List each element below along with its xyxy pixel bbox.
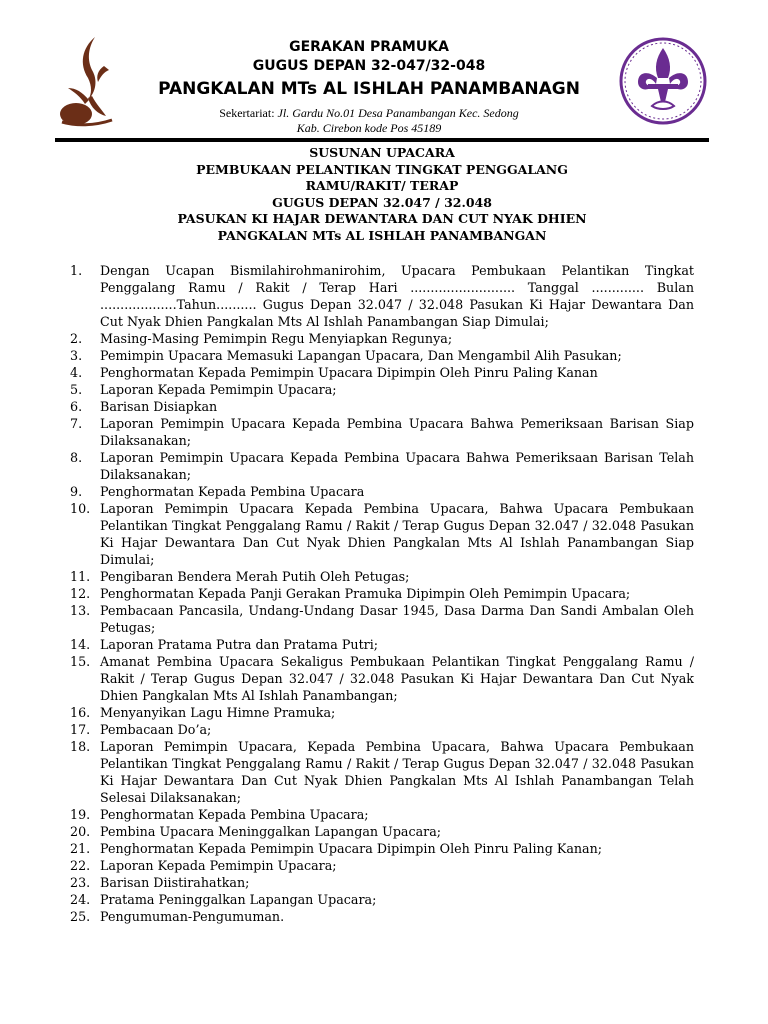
list-item-text: Barisan Disiapkan <box>100 399 218 414</box>
list-item <box>70 636 694 653</box>
list-item <box>70 908 694 925</box>
list-item-text: Masing-Masing Pemimpin Regu Menyiapkan Regunya; <box>100 331 453 346</box>
list-item-text: Penghormatan Kepada Panji Gerakan Pramuka Dipimpin Oleh Pemimpin Upacara; <box>100 586 631 601</box>
title-line-4: GUGUS DEPAN 32.047 / 32.048 <box>272 194 492 210</box>
list-item-text: Laporan Kepada Pemimpin Upacara; <box>100 858 337 873</box>
list-item-text: Amanat Pembina Upacara Sekaligus Pembukaan Pelantikan Tingkat Penggalang Ramu / Rakit / Terap Gugus Depan 32.047 / 32.048 Pasukan Ki Hajar Dewantara Dan Cut Nyak Dhien Pangkalan Mts Al Ishlah Panambangan; <box>100 654 694 703</box>
list-item <box>70 500 694 568</box>
address-text: Jl. Gardu No.01 Desa Panambangan Kec. Sedong <box>277 106 519 120</box>
list-item-text: Laporan Kepada Pemimpin Upacara; <box>100 382 337 397</box>
list-item <box>70 449 694 483</box>
title-line-3: RAMU/RAKIT/ TERAP <box>305 178 459 193</box>
ceremony-agenda-list <box>70 262 694 925</box>
list-item-text: Laporan Pemimpin Upacara Kepada Pembina Upacara Bahwa Pemeriksaan Barisan Siap Dilaksanakan; <box>100 416 694 448</box>
list-item-text: Penghormatan Kepada Pemimpin Upacara Dipimpin Oleh Pinru Paling Kanan; <box>100 841 603 856</box>
list-item-number: 9. <box>70 484 83 499</box>
list-item-number: 25. <box>70 909 91 924</box>
list-item-text: Penghormatan Kepada Pembina Upacara; <box>100 807 369 822</box>
list-item <box>70 857 694 874</box>
pangkalan-name: PANGKALAN MTs AL ISHLAH PANAMBANAGN <box>158 79 580 99</box>
list-item <box>70 347 694 364</box>
list-item-number: 11. <box>70 569 91 584</box>
list-item <box>70 483 694 500</box>
tunas-kelapa-logo <box>52 34 124 128</box>
list-item-text: Menyanyikan Lagu Himne Pramuka; <box>100 705 336 720</box>
list-item <box>70 415 694 449</box>
list-item-number: 7. <box>70 416 83 431</box>
document-title <box>55 145 709 244</box>
list-item-text: Dengan Ucapan Bismilahirohmanirohim, Upacara Pembukaan Pelantikan Tingkat Penggalang Ramu / Rakit / Terap Hari .......................... Tanggal ............. Bulan ...................Tahun.......... Gugus Depan 32.047 / 32.048 Pasukan Ki Hajar Dewantara Dan Cut Nyak Dhien Pangkalan Mts Al Ishlah Panambangan Siap Dimulai; <box>100 263 694 329</box>
list-item <box>70 330 694 347</box>
list-item-number: 24. <box>70 892 91 907</box>
list-item-text: Laporan Pemimpin Upacara, Kepada Pembina Upacara, Bahwa Upacara Pembukaan Pelantikan Tingkat Penggalang Ramu / Rakit / Terap Gugus Depan 32.047 / 32.048 Pasukan Ki Hajar Dewantara Dan Cut Nyak Dhien Pangkalan Mts Al Ishlah Panambangan Telah Selesai Dilaksanakan; <box>100 739 694 805</box>
list-item-text: Pembacaan Pancasila, Undang-Undang Dasar 1945, Dasa Darma Dan Sandi Ambalan Oleh Petugas; <box>100 603 694 635</box>
list-item-text: Pengumuman-Pengumuman. <box>100 909 285 924</box>
list-item <box>70 262 694 330</box>
list-item-number: 6. <box>70 399 83 414</box>
list-item-number: 15. <box>70 654 91 669</box>
list-item <box>70 891 694 908</box>
list-item-number: 23. <box>70 875 91 890</box>
list-item <box>70 381 694 398</box>
list-item <box>70 602 694 636</box>
header-divider <box>55 138 709 142</box>
list-item <box>70 874 694 891</box>
list-item-number: 22. <box>70 858 91 873</box>
org-name: GERAKAN PRAMUKA <box>289 39 449 55</box>
title-line-6: PANGKALAN MTs AL ISHLAH PANAMBANGAN <box>217 227 547 243</box>
list-item-text: Pengibaran Bendera Merah Putih Oleh Petugas; <box>100 569 410 584</box>
list-item-number: 4. <box>70 365 83 380</box>
list-item-number: 5. <box>70 382 83 397</box>
list-item-number: 21. <box>70 841 91 856</box>
list-item-text: Laporan Pemimpin Upacara Kepada Pembina Upacara, Bahwa Upacara Pembukaan Pelantikan Tingkat Penggalang Ramu / Rakit / Terap Gugus Depan 32.047 / 32.048 Pasukan Ki Hajar Dewantara Dan Cut Nyak Dhien Pangkalan Mts Al Ishlah Panambangan Siap Dimulai; <box>100 501 694 567</box>
list-item-number: 12. <box>70 586 91 601</box>
list-item <box>70 585 694 602</box>
list-item-text: Laporan Pemimpin Upacara Kepada Pembina Upacara Bahwa Pemeriksaan Barisan Telah Dilaksanakan; <box>100 450 694 482</box>
list-item <box>70 738 694 806</box>
list-item <box>70 704 694 721</box>
list-item <box>70 840 694 857</box>
list-item-text: Pembina Upacara Meninggalkan Lapangan Upacara; <box>100 824 442 839</box>
list-item <box>70 398 694 415</box>
list-item-number: 1. <box>70 263 83 278</box>
title-line-1: SUSUNAN UPACARA <box>309 145 455 160</box>
list-item-number: 10. <box>70 501 91 516</box>
list-item-text: Barisan Diistirahatkan; <box>100 875 250 890</box>
list-item-number: 20. <box>70 824 91 839</box>
list-item-text: Penghormatan Kepada Pembina Upacara <box>100 484 365 499</box>
list-item-number: 14. <box>70 637 91 652</box>
list-item-text: Laporan Pratama Putra dan Pratama Putri; <box>100 637 379 652</box>
gugus-depan: GUGUS DEPAN 32-047/32-048 <box>252 58 486 74</box>
list-item <box>70 721 694 738</box>
list-item-text: Penghormatan Kepada Pemimpin Upacara Dipimpin Oleh Pinru Paling Kanan <box>100 365 598 380</box>
address-line-2: Kab. Cirebon kode Pos 45189 <box>296 121 442 135</box>
list-item-number: 8. <box>70 450 83 465</box>
list-item-number: 17. <box>70 722 91 737</box>
list-item-number: 19. <box>70 807 91 822</box>
scout-emblem-logo <box>618 36 708 126</box>
list-item <box>70 568 694 585</box>
list-item <box>70 823 694 840</box>
title-line-2: PEMBUKAAN PELANTIKAN TINGKAT PENGGALANG <box>196 161 568 177</box>
letterhead <box>130 38 608 136</box>
address-label: Sekertariat: <box>219 106 275 120</box>
list-item-number: 18. <box>70 739 91 754</box>
list-item-number: 3. <box>70 348 83 363</box>
list-item-number: 13. <box>70 603 91 618</box>
list-item-number: 2. <box>70 331 83 346</box>
list-item-text: Pembacaan Do’a; <box>100 722 212 737</box>
list-item <box>70 364 694 381</box>
list-item-text: Pemimpin Upacara Memasuki Lapangan Upacara, Dan Mengambil Alih Pasukan; <box>100 348 622 363</box>
title-line-5: PASUKAN KI HAJAR DEWANTARA DAN CUT NYAK DHIEN <box>177 211 587 226</box>
list-item <box>70 806 694 823</box>
list-item <box>70 653 694 704</box>
list-item-number: 16. <box>70 705 91 720</box>
list-item-text: Pratama Peninggalkan Lapangan Upacara; <box>100 892 377 907</box>
address-line-1 <box>130 106 608 121</box>
